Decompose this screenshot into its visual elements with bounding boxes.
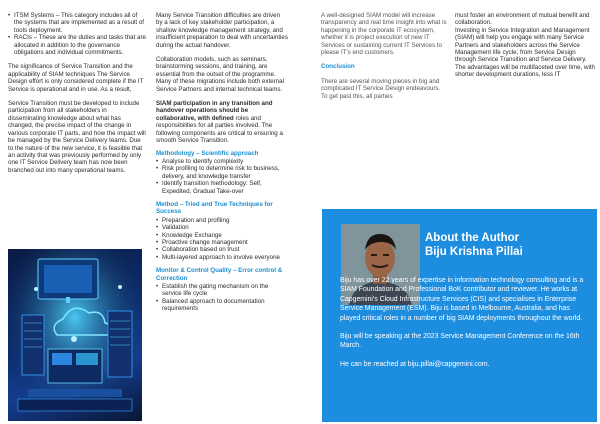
list-item: • RACIs – These are the duties and tasks that are allocated in addition to the governance obligations and individual commitments. [8,34,146,56]
paragraph: Investing in Service Integration and Management (SIAM) will help you engage with many Service Partners and stakeholders across the Service Management life cycle, from Service Design through Service Transition and Service Delivery. The advantages will be multifaceted over time, with shorter development durations, less IT [455,26,595,79]
methodology-list [156,158,288,195]
quality-list [156,283,288,313]
author-name: Biju Krishna Pillai [425,246,523,258]
text: roles and responsibilities for all parties involved. The following components are critical to ensuring a smooth Service Transition. [156,114,283,145]
quality-heading: Monitor & Control Quality – Error control & Correction [156,267,283,282]
list-item: • ITSM Systems – This category includes all of the systems that are implemented as a result of tools deployment. [8,12,146,34]
contact-paragraph: He can be reached at biju.pillai@capgemini.com. [340,360,490,368]
column-2 [156,12,288,313]
paragraph: The significance of Service Transition and the applicability of SIAM techniques The Service Design effort is only considered complete if the IT Service is operational and in use. As a result, [8,63,144,93]
conclusion-heading: Conclusion [321,63,355,71]
server-cloud-illustration [8,249,142,421]
column-3 [321,12,447,107]
list-item: • Risk profiling to determine risk to business, delivery, and knowledge transfer [156,165,288,180]
list-item: • Preparation and profiling [156,217,288,224]
about-author-title: About the Author [425,232,520,244]
paragraph: Collaboration models, such as seminars, brainstorming sessions, and training, are essential from the outset of the programme. Many of these migrations include both external Service Partners and internal technical teams. [156,56,284,93]
paragraph: must foster an environment of mutual benefit and collaboration. [455,12,590,27]
technology-illustration [8,249,142,421]
method-heading: Method – Tried and True Techniques for Success [156,200,273,216]
paragraph: Service Transition must be developed to include participation from all stakeholders in disseminating knowledge about what has changed, the precise impact of the change in various corporate IT parts, and how the impact will be managed by the Service Delivery teams. Due to the nature of the new service, it is feasible that an activity that was previously performed by only one IT Service Delivery team has now been branched out into many operational teams. [8,100,146,174]
list-item: • Collaboration based on trust [156,246,288,253]
paragraph: Many Service Transition difficulties are driven by a lack of key stakeholder participation, a shallow knowledge management strategy, and insufficient preparation to deal with uncertainties during the actual handover. [156,12,288,49]
list-item: • Knowledge Exchange [156,232,288,239]
tool-bullet-list [8,12,146,56]
column-1 [8,12,146,181]
bio-paragraph: Biju will be speaking at the 2023 Service Management Conference on the 16th March. [340,333,580,350]
paragraph [156,100,288,144]
paragraph: There are several moving pieces in big and complicated IT Service Design endeavours. To get past this, all parties [321,77,441,100]
method-list [156,217,288,261]
list-item: • Validation [156,224,288,231]
list-item: • Identify transition methodology: Self, Expedited, Gradual Take-over [156,180,288,195]
list-item: • Establish the gating mechanism on the service life cycle [156,283,288,298]
paragraph: A well-designed SIAM model will increase transparency and real time insight into what is happening in the corporate IT ecosystem, whether it is project execution of new IT Services or sustaining current IT Services to please IT's end customers. [321,12,447,57]
author-bio [340,276,590,378]
bold-text: SIAM participation in any transition and handover operations should be collaborative, with defined [156,100,273,122]
column-4 [455,12,595,79]
list-item: • Analyse to identify complexity [156,158,288,165]
list-item: • Balanced approach to documentation requirements [156,298,288,313]
bio-paragraph: Biju has over 22 years of expertise in information technology consulting and is a SIAM Foundation and Professional BoK contributor and reviewer. He works at Capgemini's Cloud Infrastructure Services (CIS) and specialises in Enterprise Service Management (ESM). Biju is based in Melbourne, Australia, and has played critical roles in a number of big SIAM deployments throughout the world. [340,277,584,322]
methodology-heading: Methodology – Scientific approach [156,149,259,157]
list-item: • Multi-layered approach to involve everyone [156,254,288,261]
list-item: • Proactive change management [156,239,288,246]
